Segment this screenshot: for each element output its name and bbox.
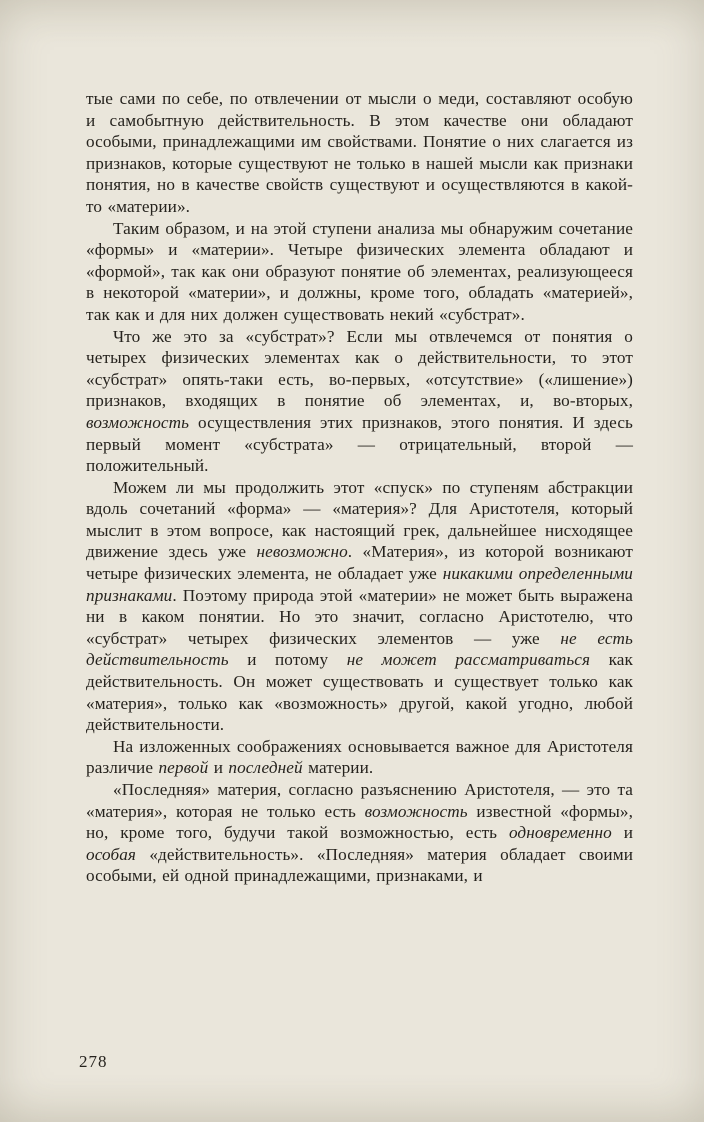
text-run: «Последняя» материя, согласно разъяснению Аристотеля, — это та «материя», которая не только есть: [86, 780, 633, 821]
text-run: Можем ли мы продолжить этот «спуск» по ступеням абстракции вдоль сочетаний «форма» — «материя»? Для Аристотеля, который мыслит в этом вопросе, как настоящий грек, дальнейшее нисходящее движение здесь уже: [86, 477, 633, 562]
text-run: «действительность». «Последняя» материя обладает своими особыми, ей одной принадлежащими, признаками, и: [86, 844, 633, 886]
paragraph: [86, 779, 633, 887]
text-run: как действительность. Он может существовать и существует только как «материя», только как «возможность» другой, какой угодно, любой действительности.: [86, 650, 633, 735]
italic-text-run: первой: [158, 758, 209, 778]
text-run: и потому: [228, 650, 347, 670]
paragraph: [86, 326, 633, 477]
paragraph: [86, 736, 633, 779]
text-run: и: [208, 758, 229, 778]
italic-text-run: возможность: [86, 412, 190, 432]
text-run: Что же это за «субстрат»? Если мы отвлечемся от понятия о четырех физических элементах как о действительности, то этот «субстрат» опять-таки есть, во-первых, «отсутствие» («лишение») признаков, входящих в понятие об элементах, и, во-вторых,: [86, 326, 633, 411]
text-run: тые сами по себе, по отвлечении от мысли о меди, составляют особую и самобытную действительность. В этом качестве они обладают особыми, принадлежащими им свойствами. Понятие о них слагается из признаков, которые существуют не только в нашей мысли как признаки понятия, но в качестве свойств существуют и осуществляются в какой-то «материи».: [86, 89, 633, 216]
italic-text-run: не есть действительность: [86, 628, 633, 670]
italic-text-run: не может рассматриваться: [346, 650, 591, 670]
text-run: известной «формы», но, кроме того, будучи такой возможностью, есть: [86, 801, 634, 843]
text-run: осуществления этих признаков, этого понятия. И здесь первый момент «субстрата» — отрицательный, второй — положительный.: [86, 412, 633, 476]
text-run: . Поэтому природа этой «материи» не может быть выражена ни в каком понятии. Но это значит, согласно Аристотелю, что «субстрат» четырех физических элементов — уже: [86, 585, 633, 648]
italic-text-run: особая: [86, 844, 136, 864]
paragraph: [86, 477, 633, 736]
italic-text-run: последней: [228, 758, 303, 778]
text-run: и: [611, 823, 633, 843]
italic-text-run: возможность: [364, 801, 468, 821]
page-number: 278: [79, 1052, 108, 1071]
italic-text-run: невозможно: [256, 542, 348, 562]
text-run: На изложенных соображениях основывается важное для Аристотеля различие: [86, 736, 633, 778]
text-run: материи.: [302, 758, 374, 778]
paragraph: [86, 218, 633, 326]
italic-text-run: никакими определенными признаками: [86, 564, 634, 605]
text-run: Таким образом, и на этой ступени анализа мы обнаружим сочетание «формы» и «материи». Четыре физических элемента обладают и «формой», так как они образуют понятие об элементах, реализующееся в некоторой «материи», и должны, кроме того, обладать «материей», так как и для них должен существовать некий «субстрат».: [86, 218, 633, 324]
text-run: . «Материя», из которой возникают четыре физических элемента, не обладает уже: [86, 542, 633, 584]
paragraph: [86, 88, 633, 218]
text-block: [86, 88, 633, 887]
italic-text-run: одновременно: [508, 823, 612, 843]
